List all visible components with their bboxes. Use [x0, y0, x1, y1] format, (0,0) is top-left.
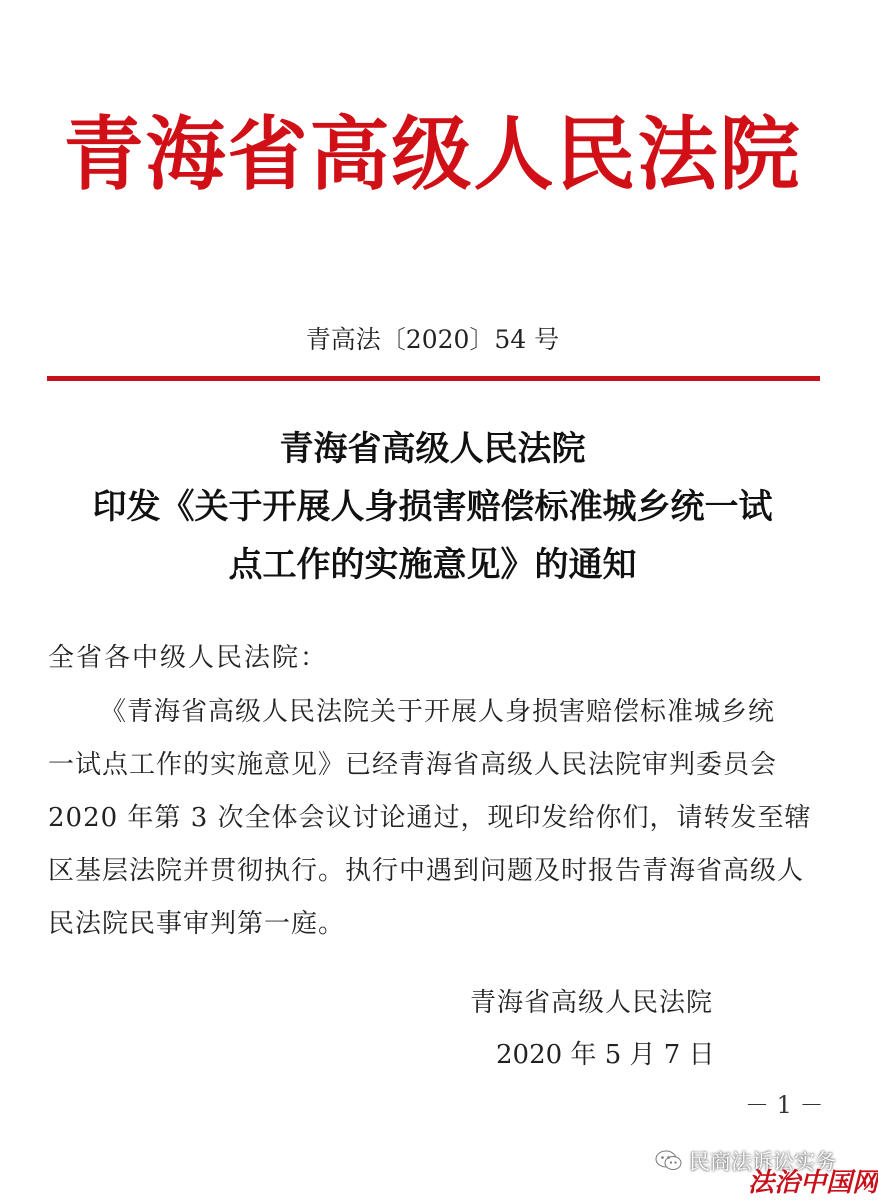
wechat-account-name: 民商法诉讼实务: [689, 1150, 836, 1174]
notice-title-line: 印发《关于开展人身损害赔偿标准城乡统一试: [92, 487, 773, 527]
notice-title-line: 青海省高级人民法院: [279, 429, 586, 469]
body-line: 一试点工作的实施意见》已经青海省高级人民法院审判委员会: [48, 750, 778, 780]
red-divider-line: [47, 376, 820, 381]
notice-title-line: 点工作的实施意见》的通知: [228, 545, 637, 585]
wechat-icon: [655, 1149, 683, 1173]
body-line: 《青海省高级人民法院关于开展人身损害赔偿标准城乡统: [100, 697, 776, 727]
body-line: 区基层法院并贯彻执行。执行中遇到问题及时报告青海省高级人: [48, 856, 805, 886]
body-paragraph: [48, 686, 818, 951]
page-number: － 1 －: [745, 1091, 824, 1119]
addressee: 全省各中级人民法院：: [48, 643, 329, 673]
issuing-org-title: 青海省高级人民法院: [63, 108, 802, 201]
body-line: 2020 年第 3 次全体会议讨论通过，现印发给你们，请转发至辖: [48, 803, 812, 833]
notice-title: [30, 420, 835, 594]
body-line: 民法院民事审判第一庭。: [48, 909, 346, 939]
signature-org: 青海省高级人民法院: [470, 988, 714, 1018]
document-number: 青高法〔2020〕54 号: [305, 325, 560, 354]
signature-date: 2020 年 5 月 7 日: [496, 1040, 715, 1070]
site-watermark: 法治中国网: [748, 1168, 878, 1198]
